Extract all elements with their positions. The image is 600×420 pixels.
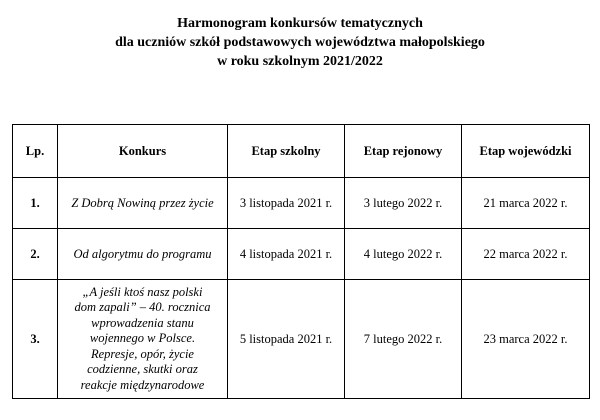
table-header-row (13, 125, 590, 178)
contest-name-line: codzienne, skutki oraz (87, 362, 198, 377)
contest-name-line: reakcje międzynarodowe (80, 377, 205, 392)
voivodeship-stage-date: 22 marca 2022 r. (462, 229, 590, 280)
document-title (0, 14, 600, 71)
header-contest: Konkurs (58, 125, 228, 178)
school-stage-date: 5 listopada 2021 r. (228, 280, 345, 399)
title-line: dla uczniów szkół podstawowych województwa małopolskiego (115, 35, 485, 50)
header-school-stage: Etap szkolny (228, 125, 345, 178)
contest-name-line: Represje, opór, życie (91, 346, 194, 361)
row-number: 3. (13, 280, 58, 399)
contest-name-line: wprowadzenia stanu (91, 315, 194, 330)
voivodeship-stage-date: 21 marca 2022 r. (462, 178, 590, 229)
regional-stage-date: 7 lutego 2022 r. (345, 280, 462, 399)
title-line: Harmonogram konkursów tematycznych (177, 16, 423, 31)
contest-name-line: wojennego w Polsce. (89, 331, 196, 346)
regional-stage-date: 3 lutego 2022 r. (345, 178, 462, 229)
regional-stage-date: 4 lutego 2022 r. (345, 229, 462, 280)
row-number: 2. (13, 229, 58, 280)
schedule-table (12, 124, 590, 399)
header-regional-stage: Etap rejonowy (345, 125, 462, 178)
row-number: 1. (13, 178, 58, 229)
header-voivodeship-stage: Etap wojewódzki (462, 125, 590, 178)
contest-name: Od algorytmu do programu (58, 229, 228, 280)
table-row (13, 229, 590, 280)
table-row (13, 280, 590, 399)
school-stage-date: 3 listopada 2021 r. (228, 178, 345, 229)
header-lp: Lp. (13, 125, 58, 178)
contest-name: Z Dobrą Nowiną przez życie (58, 178, 228, 229)
contest-name (58, 280, 228, 399)
table-row (13, 178, 590, 229)
school-stage-date: 4 listopada 2021 r. (228, 229, 345, 280)
contest-name-line: dom zapali” – 40. rocznica (74, 300, 211, 315)
voivodeship-stage-date: 23 marca 2022 r. (462, 280, 590, 399)
contest-name-line: „A jeśli ktoś nasz polski (82, 284, 203, 299)
title-line: w roku szkolnym 2021/2022 (217, 54, 383, 69)
